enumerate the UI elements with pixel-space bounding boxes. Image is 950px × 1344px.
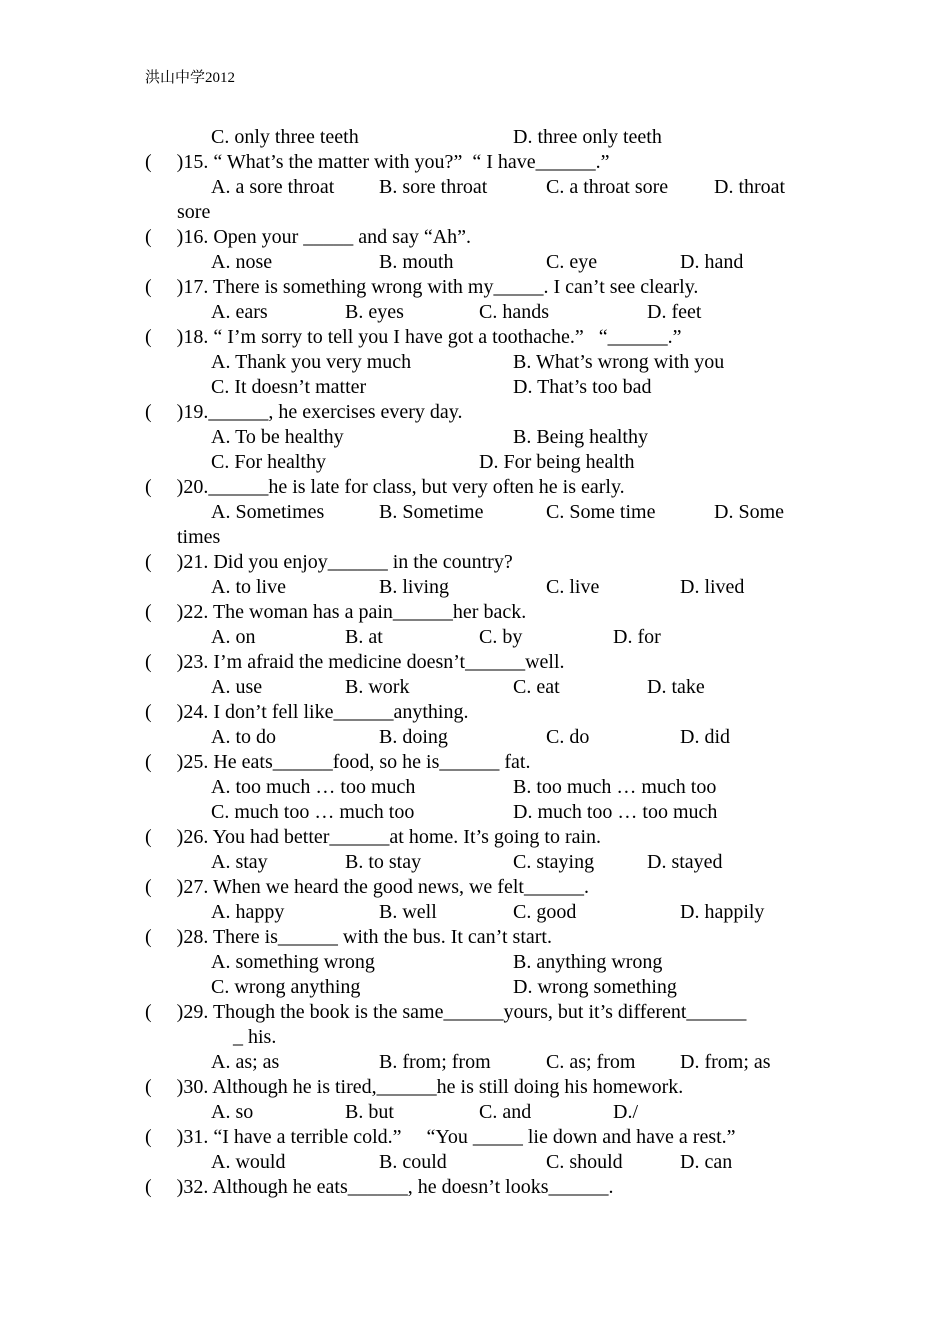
question-line: ( )20.______he is late for class, but very often he is early. [145, 476, 625, 498]
answer-option: C. eye [546, 251, 598, 273]
question-line: ( )15. “ What’s the matter with you?” “ I have______.” [145, 151, 610, 173]
answer-option: times [177, 526, 221, 548]
answer-option: A. use [211, 676, 263, 698]
question-line: ( )18. “ I’m sorry to tell you I have got a toothache.” “______.” [145, 326, 682, 348]
page-header: 洪山中学2012 [145, 70, 236, 86]
answer-option: C. should [546, 1151, 623, 1173]
answer-option: A. ears [211, 301, 268, 323]
answer-option: C. as; from [546, 1051, 636, 1073]
answer-option: C. wrong anything [211, 976, 361, 998]
answer-option: C. and [479, 1101, 532, 1123]
answer-option: A. nose [211, 251, 273, 273]
answer-option: A. a sore throat [211, 176, 335, 198]
answer-option: D. That’s too bad [513, 376, 652, 398]
answer-option: B. but [345, 1101, 394, 1123]
answer-option: B. work [345, 676, 410, 698]
answer-option: D. can [680, 1151, 733, 1173]
answer-option: C. Some time [546, 501, 656, 523]
answer-option: A. stay [211, 851, 268, 873]
answer-option: D. stayed [647, 851, 723, 873]
answer-option: B. to stay [345, 851, 422, 873]
answer-option: B. well [379, 901, 437, 923]
answer-option: B. What’s wrong with you [513, 351, 725, 373]
answer-option: B. eyes [345, 301, 404, 323]
question-line: ( )26. You had better______at home. It’s going to rain. [145, 826, 602, 848]
answer-option: D. three only teeth [513, 126, 662, 148]
answer-option: B. could [379, 1151, 447, 1173]
answer-option: C. good [513, 901, 577, 923]
answer-option: B. at [345, 626, 383, 648]
answer-option: D. feet [647, 301, 702, 323]
answer-option: C. by [479, 626, 523, 648]
answer-option: A. too much … too much [211, 776, 416, 798]
answer-option: D. much too … too much [513, 801, 718, 823]
answer-option: C. much too … much too [211, 801, 415, 823]
answer-option: C. only three teeth [211, 126, 359, 148]
answer-option: D. happily [680, 901, 765, 923]
question-line: ( )19.______, he exercises every day. [145, 401, 463, 423]
answer-option: D. Some [714, 501, 784, 523]
answer-option: A. Thank you very much [211, 351, 412, 373]
answer-option: D. for [613, 626, 661, 648]
question-line: ( )17. There is something wrong with my_____. I can’t see clearly. [145, 276, 699, 298]
answer-option: _ his. [233, 1026, 277, 1048]
answer-option: A. so [211, 1101, 254, 1123]
answer-option: A. something wrong [211, 951, 375, 973]
answer-option: A. Sometimes [211, 501, 325, 523]
answer-option: B. anything wrong [513, 951, 663, 973]
answer-option: C. staying [513, 851, 595, 873]
answer-option: sore [177, 201, 211, 223]
answer-option: B. sore throat [379, 176, 488, 198]
answer-option: D./ [613, 1101, 638, 1123]
answer-option: D. throat [714, 176, 786, 198]
answer-option: A. to live [211, 576, 286, 598]
question-line: ( )28. There is______ with the bus. It can’t start. [145, 926, 552, 948]
question-line: ( )29. Though the book is the same______yours, but it’s different______ [145, 1001, 747, 1023]
answer-option: B. mouth [379, 251, 454, 273]
answer-option: A. as; as [211, 1051, 280, 1073]
answer-option: D. For being health [479, 451, 635, 473]
question-line: ( )21. Did you enjoy______ in the country? [145, 551, 513, 573]
answer-option: C. live [546, 576, 600, 598]
question-line: ( )24. I don’t fell like______anything. [145, 701, 469, 723]
answer-option: C. eat [513, 676, 560, 698]
question-line: ( )23. I’m afraid the medicine doesn’t______well. [145, 651, 565, 673]
answer-option: C. a throat sore [546, 176, 669, 198]
answer-option: B. living [379, 576, 450, 598]
question-line: ( )22. The woman has a pain______her back. [145, 601, 527, 623]
answer-option: A. on [211, 626, 256, 648]
question-line: ( )32. Although he eats______, he doesn’t looks______. [145, 1176, 614, 1198]
answer-option: B. Being healthy [513, 426, 648, 448]
answer-option: D. take [647, 676, 705, 698]
question-line: ( )25. He eats______food, so he is______ fat. [145, 751, 531, 773]
question-line: ( )27. When we heard the good news, we felt______. [145, 876, 589, 898]
answer-option: D. hand [680, 251, 744, 273]
answer-option: D. wrong something [513, 976, 677, 998]
answer-option: D. from; as [680, 1051, 771, 1073]
answer-option: B. from; from [379, 1051, 491, 1073]
answer-option: B. doing [379, 726, 448, 748]
answer-option: C. do [546, 726, 590, 748]
question-line: ( )16. Open your _____ and say “Ah”. [145, 226, 472, 248]
answer-option: A. to do [211, 726, 276, 748]
answer-option: B. Sometime [379, 501, 484, 523]
answer-option: C. hands [479, 301, 549, 323]
question-line: ( )31. “I have a terrible cold.” “You _____ lie down and have a rest.” [145, 1126, 736, 1148]
answer-option: D. lived [680, 576, 745, 598]
answer-option: D. did [680, 726, 730, 748]
answer-option: A. To be healthy [211, 426, 344, 448]
question-line: ( )30. Although he is tired,______he is still doing his homework. [145, 1076, 684, 1098]
answer-option: A. happy [211, 901, 285, 923]
answer-option: C. It doesn’t matter [211, 376, 367, 398]
answer-option: A. would [211, 1151, 286, 1173]
answer-option: B. too much … much too [513, 776, 717, 798]
answer-option: C. For healthy [211, 451, 326, 473]
